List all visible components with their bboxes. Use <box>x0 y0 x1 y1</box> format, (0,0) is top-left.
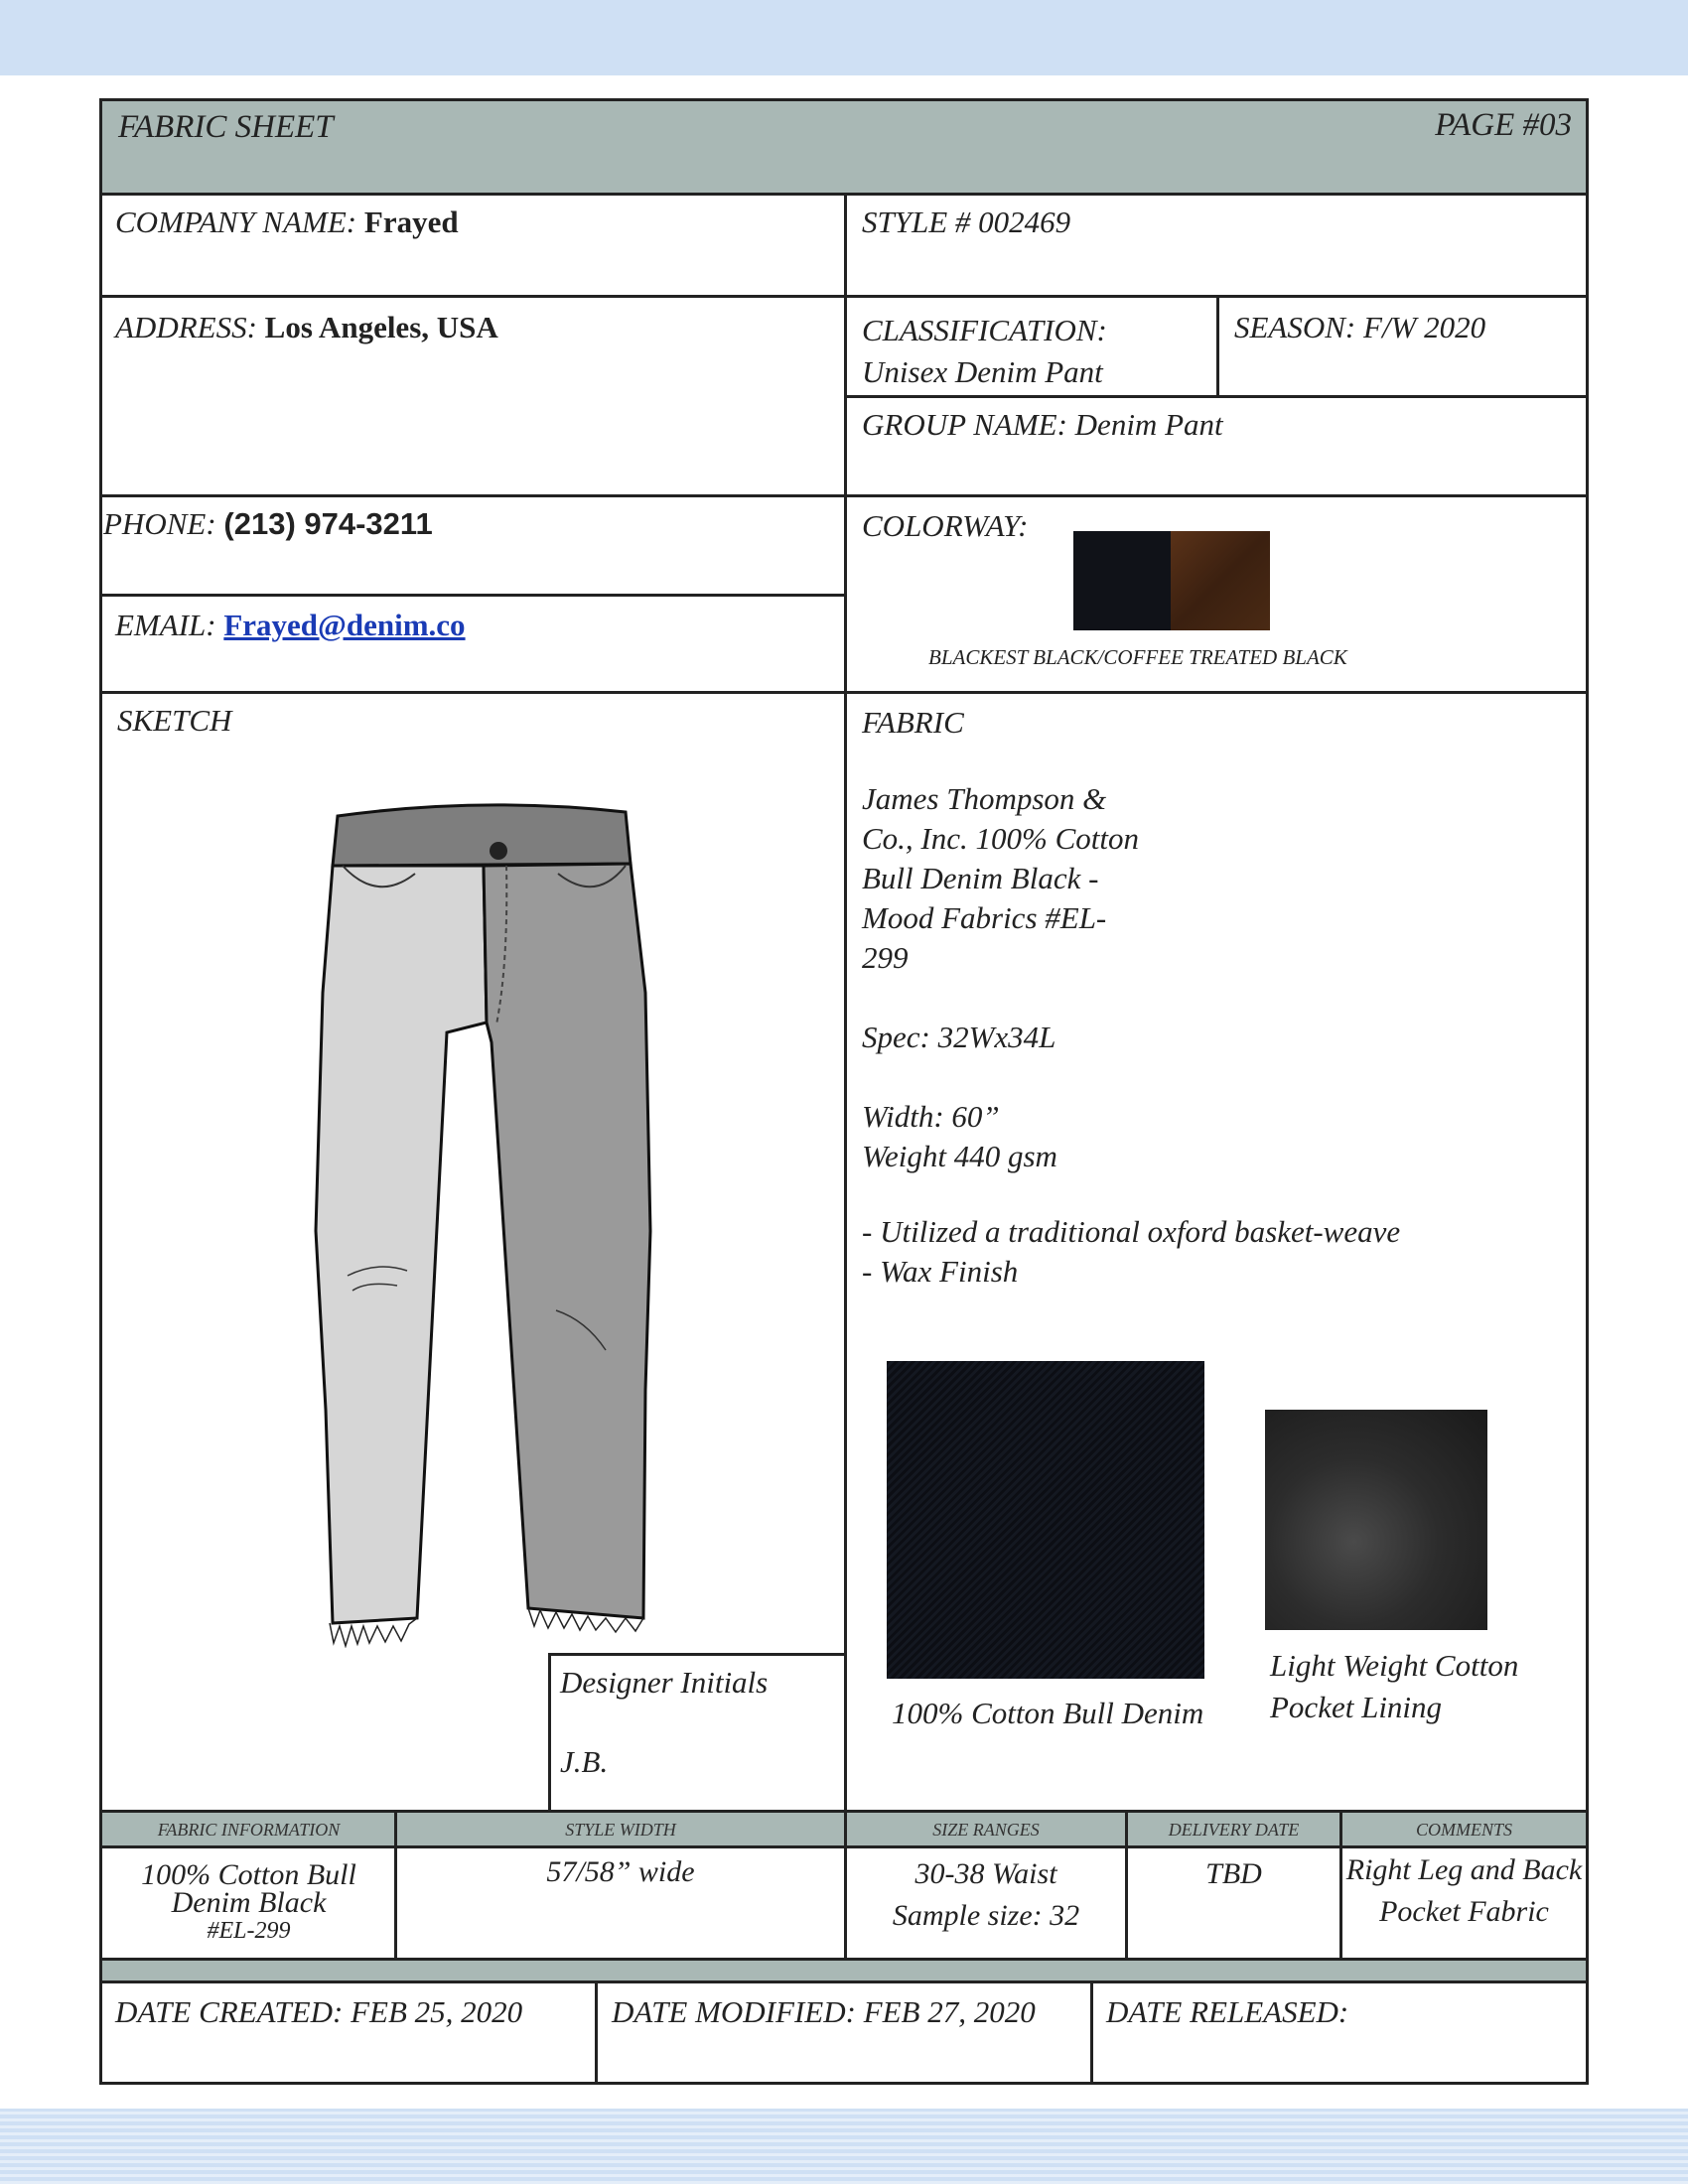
cell-line: Right Leg and Back <box>1345 1853 1583 1886</box>
cell-line: Sample size: 32 <box>892 1899 1080 1932</box>
designer-label: Designer Initials <box>560 1665 769 1700</box>
company-value: Frayed <box>363 205 459 239</box>
fabric-spec: Spec: 32Wx34L <box>862 1020 1056 1054</box>
date-released: DATE RELEASED: <box>1106 1994 1349 2029</box>
colorway-label: COLORWAY: <box>862 508 1029 543</box>
lining-swatch-image <box>1265 1410 1487 1630</box>
page-number: PAGE #03 <box>1435 107 1572 143</box>
colorway-swatch-black <box>1073 531 1171 630</box>
classification-label: CLASSIFICATION: <box>862 313 1107 347</box>
phone-value: (213) 974-3211 <box>223 506 433 541</box>
company-label: COMPANY NAME: <box>115 205 357 239</box>
fabric-desc-line: Bull Denim Black - <box>862 861 1099 895</box>
cell-line: Pocket Fabric <box>1379 1895 1549 1928</box>
fabric-weight: Weight 440 gsm <box>862 1139 1057 1173</box>
fabric-desc-line: 299 <box>862 940 909 975</box>
table-spacer-band <box>102 1961 1586 1980</box>
colorway-swatch-coffee <box>1171 531 1270 630</box>
group-value: Denim Pant <box>1074 407 1223 442</box>
divider <box>1216 296 1219 397</box>
address-value: Los Angeles, USA <box>264 310 498 344</box>
lining-caption-line: Pocket Lining <box>1270 1690 1443 1724</box>
divider <box>844 196 847 1845</box>
sheet-title: FABRIC SHEET <box>118 109 334 145</box>
fabric-desc-line: Co., Inc. 100% Cotton <box>862 821 1139 856</box>
cell-delivery-date: TBD <box>1205 1857 1262 1890</box>
denim-swatch-image <box>887 1361 1204 1679</box>
fabric-label: FABRIC <box>862 705 964 740</box>
denim-swatch-caption: 100% Cotton Bull Denim <box>892 1696 1204 1730</box>
company-field <box>115 205 459 240</box>
season-label: SEASON: <box>1234 310 1356 344</box>
divider <box>1090 1980 1093 2085</box>
divider <box>99 594 844 597</box>
date-modified: DATE MODIFIED: FEB 27, 2020 <box>612 1994 1036 2029</box>
lining-swatch-caption <box>1270 1645 1518 1728</box>
group-label: GROUP NAME: <box>862 407 1067 442</box>
style-value: 002469 <box>978 205 1071 239</box>
table-header-fabric-info: FABRIC INFORMATION <box>102 1813 395 1845</box>
cell-line: #EL-299 <box>207 1918 291 1944</box>
sketch-label: SKETCH <box>117 703 232 738</box>
table-header-delivery-date: DELIVERY DATE <box>1128 1813 1339 1845</box>
email-field <box>115 608 466 643</box>
fabric-width: Width: 60” <box>862 1099 1000 1134</box>
fabric-bullet: - Utilized a traditional oxford basket-weave <box>862 1214 1401 1249</box>
classification-value: Unisex Denim Pant <box>862 354 1103 389</box>
cell-line: 30-38 Waist <box>914 1857 1057 1890</box>
table-header-size-ranges: SIZE RANGES <box>847 1813 1125 1845</box>
cell-comments <box>1342 1849 1586 1933</box>
phone-field <box>103 506 433 542</box>
table-header-comments: COMMENTS <box>1342 1813 1586 1845</box>
cell-style-width: 57/58” wide <box>546 1855 695 1888</box>
date-created: DATE CREATED: FEB 25, 2020 <box>115 1994 523 2029</box>
style-field <box>862 205 1070 240</box>
phone-label: PHONE: <box>103 506 216 541</box>
fabric-desc-line: Mood Fabrics #EL- <box>862 900 1107 935</box>
classification-field <box>862 310 1107 393</box>
bottom-band <box>0 2109 1688 2184</box>
top-band <box>0 0 1688 75</box>
cell-fabric-info <box>102 1858 395 1945</box>
email-link[interactable]: Frayed@denim.co <box>223 608 466 642</box>
fabric-desc-line: James Thompson & <box>862 781 1107 816</box>
style-label: STYLE # <box>862 205 971 239</box>
table-header-style-width: STYLE WIDTH <box>397 1813 844 1845</box>
address-label: ADDRESS: <box>115 310 257 344</box>
cell-line: Denim Black <box>171 1886 327 1919</box>
cell-line: 100% Cotton Bull <box>141 1858 356 1891</box>
sheet-header <box>99 98 1589 196</box>
cell-size-ranges <box>847 1853 1125 1937</box>
address-field <box>115 310 498 345</box>
colorway-caption: BLACKEST BLACK/COFFEE TREATED BLACK <box>928 645 1347 669</box>
season-value: F/W 2020 <box>1363 310 1486 344</box>
group-field <box>862 407 1223 443</box>
divider <box>595 1980 598 2085</box>
email-label: EMAIL: <box>115 608 216 642</box>
season-field <box>1234 310 1485 345</box>
fabric-description <box>862 779 1577 1292</box>
designer-value: J.B. <box>560 1744 609 1779</box>
lining-caption-line: Light Weight Cotton <box>1270 1648 1519 1683</box>
divider <box>99 1980 1589 1983</box>
fabric-bullet: - Wax Finish <box>862 1254 1019 1289</box>
jeans-sketch-icon <box>298 794 675 1648</box>
